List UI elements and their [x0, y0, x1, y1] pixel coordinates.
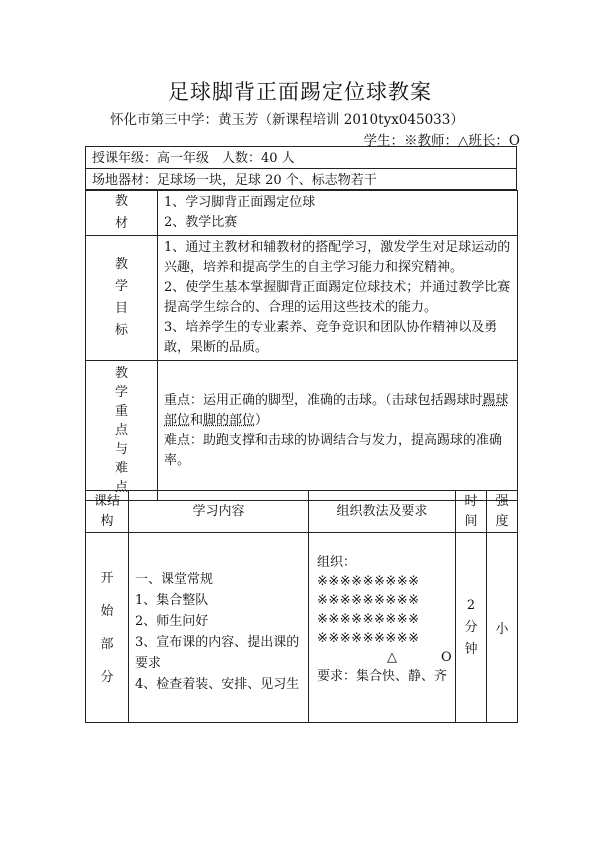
learning-content	[129, 533, 309, 723]
key-point-prefix: 重点：运用正确的脚型，准确的击球。（击球包括踢球时	[164, 392, 483, 408]
content-line: 2、师生问好	[135, 614, 209, 629]
opening-phase-row	[86, 533, 518, 723]
symbol-legend: 学生：※教师：△班长：O	[363, 133, 520, 149]
content-line: 1、集合整队	[135, 593, 209, 608]
label-char: 点	[114, 480, 128, 495]
requirement-text: 要求：集合快、静、齐	[317, 669, 448, 684]
student-formation-row: ※※※※※※※※※	[317, 574, 420, 589]
materials-content	[158, 191, 518, 236]
difficulty-text: 难点：助跑支撑和击球的协调结合与发力，提高踢球的准确率。	[164, 432, 503, 468]
overview-table	[85, 190, 518, 501]
structure-header	[86, 491, 129, 533]
header-text: 构	[100, 513, 114, 529]
phase-char: 开	[100, 570, 114, 586]
label-char: 与	[114, 442, 128, 457]
materials-label	[86, 191, 158, 236]
goals-label	[86, 236, 158, 361]
key-points-content	[158, 361, 518, 501]
author-line: 怀化市第三中学：黄玉芳（新课程培训 2010tyx045033）	[110, 112, 464, 128]
org-label: 组织：	[317, 555, 357, 570]
venue-row: 场地器材：足球场一块，足球 20 个、标志物若干	[85, 168, 517, 190]
phase-char: 部	[100, 636, 114, 652]
label-char: 重	[114, 404, 128, 419]
header-text: 课结	[93, 493, 120, 509]
goal-line: 3、培养学生的专业素养、竞争竞识和团队协作精神以及勇敢，果断的品质。	[164, 320, 498, 355]
content-header: 学习内容	[129, 491, 309, 533]
student-formation-row: ※※※※※※※※※	[317, 631, 420, 646]
intensity-cell: 小	[487, 533, 518, 723]
document-title: 足球脚背正面踢定位球教案	[168, 80, 432, 104]
key-point-term: 踢球部位	[164, 392, 509, 428]
label-char: 教	[114, 257, 128, 272]
grade-row: 授课年级：高一年级 人数：40 人	[85, 146, 517, 168]
label-char: 点	[114, 423, 128, 438]
leader-symbol: O	[441, 650, 452, 665]
label-char: 学	[114, 279, 128, 294]
label-char: 目	[114, 301, 128, 316]
header-text: 间	[464, 513, 478, 529]
time-text: 2	[466, 597, 476, 613]
intensity-header	[487, 491, 518, 533]
goals-content	[158, 236, 518, 361]
label-char: 材	[114, 216, 128, 231]
goal-line: 2、使学生基本掌握脚背正面踢定位球技术；并通过教学比赛提高学生综合的、合理的运用这些技术的能力。	[164, 280, 511, 315]
student-formation-row: ※※※※※※※※※	[317, 612, 420, 627]
goal-line: 1、通过主教材和辅教材的搭配学习，激发学生对足球运动的兴趣，培养和提高学生的自主学习能力和探究精神。	[164, 240, 511, 275]
key-points-row	[86, 361, 518, 501]
label-char: 学	[114, 385, 128, 400]
time-header	[456, 491, 487, 533]
student-formation-row: ※※※※※※※※※	[317, 593, 420, 608]
content-line: 一、课堂常规	[135, 572, 214, 587]
key-point-term: 脚的部位	[203, 412, 256, 428]
key-points-label	[86, 361, 158, 501]
key-point-suffix: ）	[255, 412, 269, 428]
key-point-joiner: 和	[190, 412, 204, 428]
label-char: 教	[114, 366, 128, 381]
phase-label	[86, 533, 129, 723]
materials-line: 2、教学比赛	[164, 215, 238, 230]
header-text: 强	[495, 493, 509, 509]
teacher-leader-row	[317, 648, 451, 667]
header-text: 度	[495, 513, 509, 529]
goals-row	[86, 236, 518, 361]
content-line: 3、宣布课的内容、提出课的要求	[135, 635, 300, 671]
method-header: 组织教法及要求	[309, 491, 456, 533]
materials-line: 1、学习脚背正面踢定位球	[164, 195, 316, 210]
teacher-symbol: △	[387, 650, 397, 665]
label-char: 标	[114, 323, 128, 338]
organization-method	[309, 533, 456, 723]
header-text: 时	[464, 493, 478, 509]
materials-row	[86, 191, 518, 236]
label-char: 难	[114, 461, 128, 476]
plan-header-row	[86, 491, 518, 533]
phase-char: 始	[100, 603, 114, 619]
time-text: 钟	[464, 641, 478, 657]
time-cell	[456, 533, 487, 723]
phase-char: 分	[100, 669, 114, 685]
label-char: 教	[114, 194, 128, 209]
time-text: 分	[464, 619, 478, 635]
key-point-text	[164, 391, 511, 431]
content-line: 4、检查着装、安排、见习生	[135, 677, 300, 692]
lesson-plan-table	[85, 490, 518, 723]
